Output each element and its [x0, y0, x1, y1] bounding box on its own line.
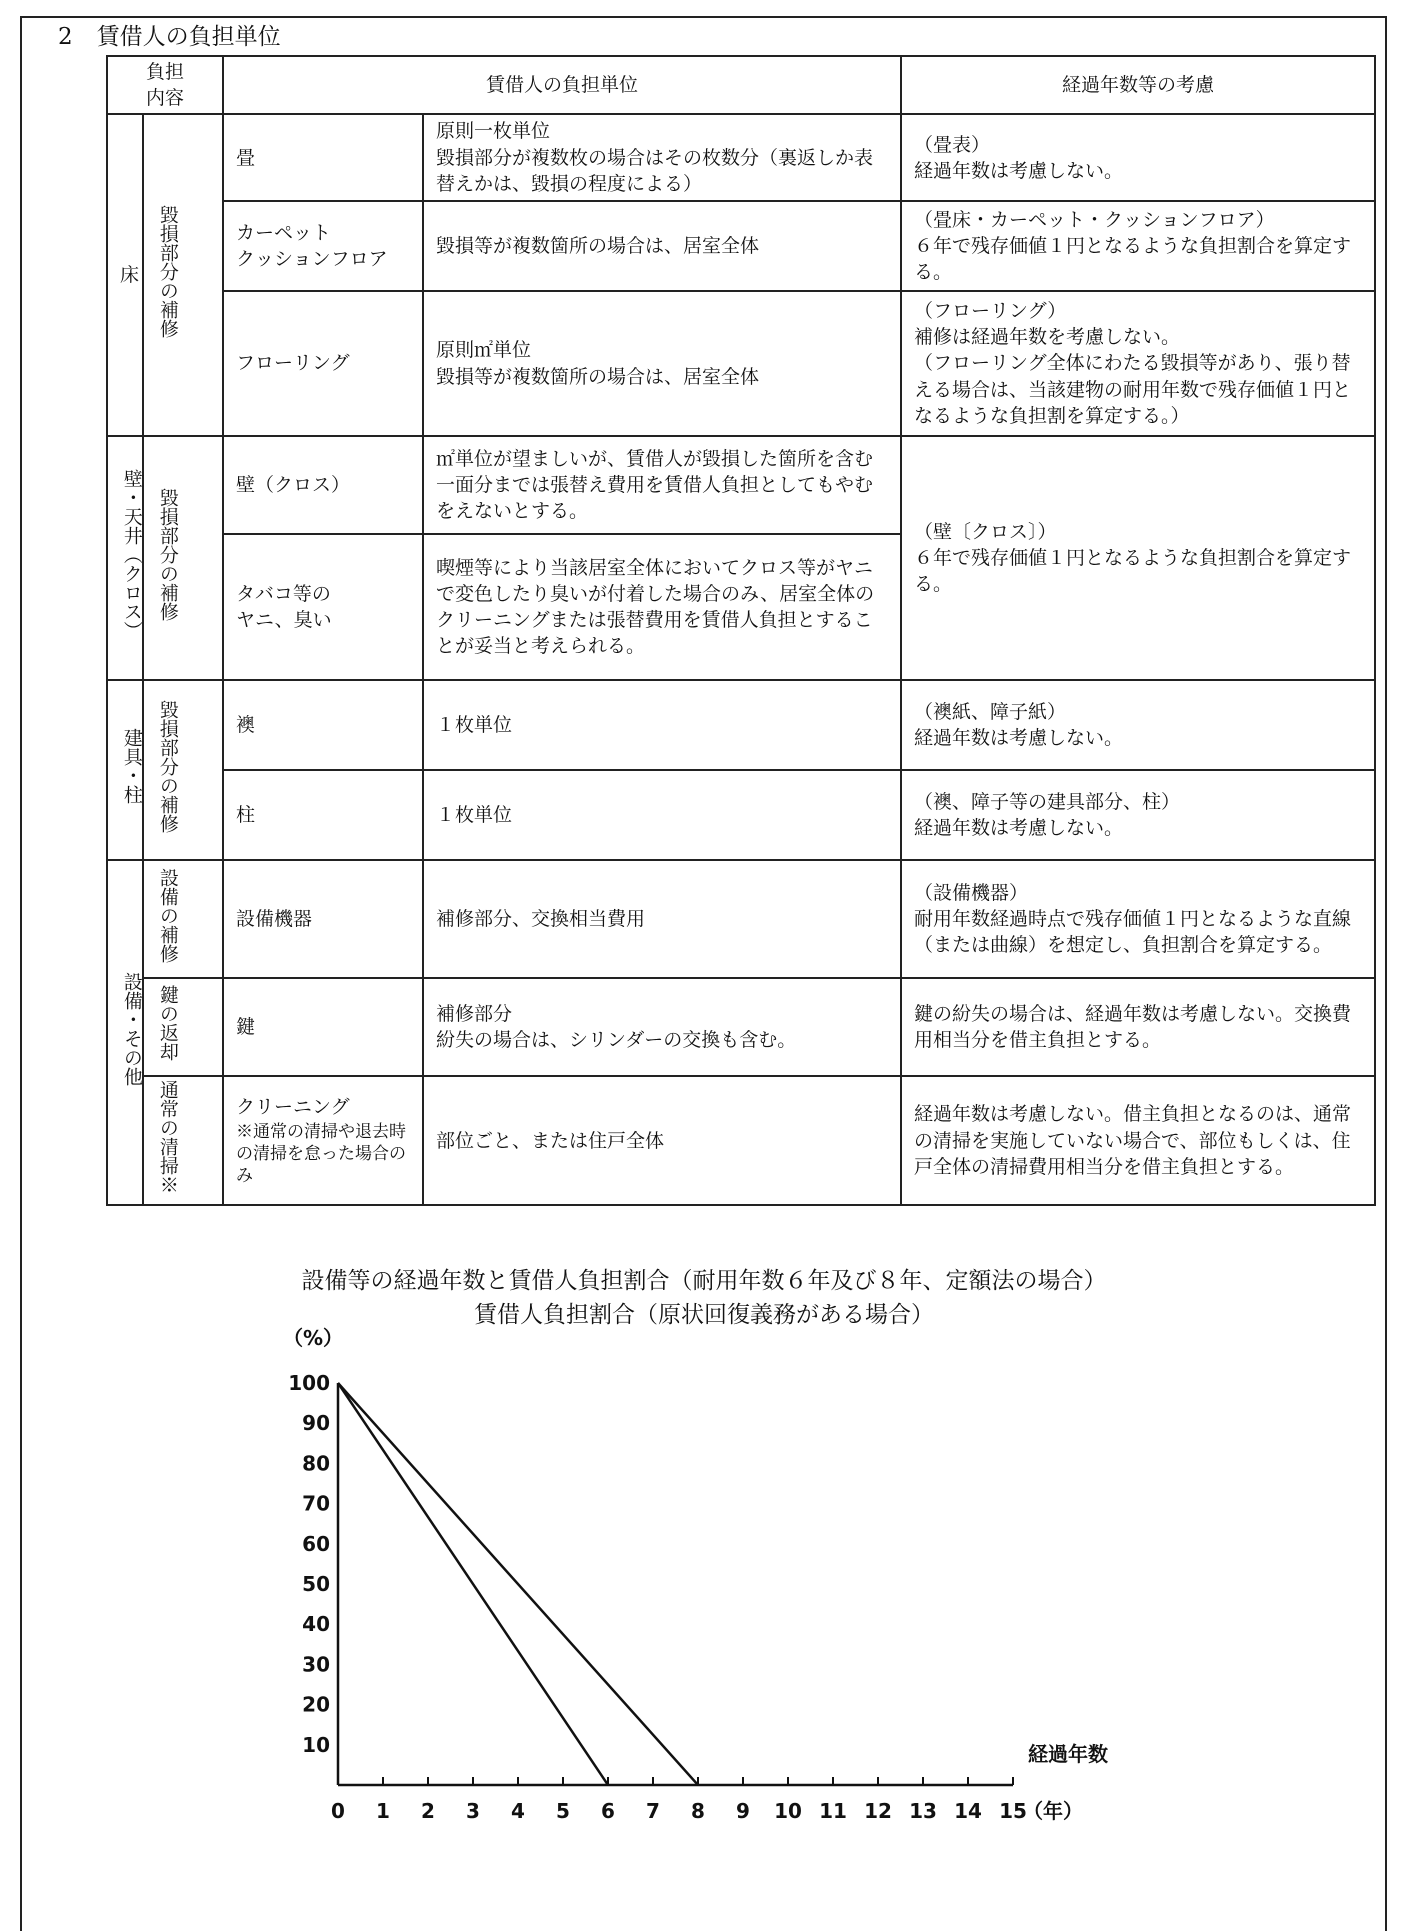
x-tick-label: 0: [331, 1799, 345, 1823]
unit-key: 補修部分 紛失の場合は、シリンダーの交換も含む。: [423, 978, 901, 1076]
y-tick-label: 60: [302, 1531, 330, 1556]
age-flooring: （フローリング） 補修は経過年数を考慮しない。 （フローリング全体にわたる毀損等があり、張り替える場合は、当該建物の耐用年数で残存価値１円となるような負担割を算定する。）: [901, 291, 1375, 436]
x-tick-label: 10: [774, 1799, 802, 1823]
x-axis-label: 経過年数: [1028, 1742, 1108, 1766]
unit-carpet: 毀損等が複数箇所の場合は、居室全体: [423, 201, 901, 291]
x-tick-label: 9: [736, 1799, 750, 1823]
x-tick-label: 1: [376, 1799, 390, 1823]
item-pillar: 柱: [223, 770, 423, 860]
subcategory-key: 鍵の返却: [143, 978, 223, 1076]
category-fittings: 建具・柱: [107, 680, 143, 860]
subcategory-fittings: 毀損部分の補修: [143, 680, 223, 860]
item-equip: 設備機器: [223, 860, 423, 978]
age-tatami: （畳表） 経過年数は考慮しない。: [901, 114, 1375, 201]
y-tick-label: 10: [302, 1732, 330, 1757]
chart-subtitle: 賃借人負担割合（原状回復義務がある場合）: [474, 1302, 934, 1328]
x-tick-label: 5: [556, 1799, 570, 1823]
y-tick-label: 90: [302, 1411, 330, 1436]
unit-cloth: ㎡単位が望ましいが、賃借人が毀損した箇所を含む一面分までは張替え費用を賃借人負担としてもやむをえないとする。: [423, 436, 901, 534]
item-key: 鍵: [223, 978, 423, 1076]
item-clean-label: クリーニング: [236, 1096, 350, 1119]
x-tick-label: 6: [601, 1799, 615, 1823]
section-number: 2: [58, 24, 73, 50]
header-unit: 賃借人の負担単位: [223, 56, 901, 114]
category-wall: 壁・天井（クロス）: [107, 436, 143, 680]
unit-flooring: 原則㎡単位 毀損等が複数箇所の場合は、居室全体: [423, 291, 901, 436]
section-title: 賃借人の負担単位: [96, 24, 281, 50]
unit-pillar: １枚単位: [423, 770, 901, 860]
y-tick-label: 30: [302, 1652, 330, 1677]
subcategory-clean: 通常の清掃※: [143, 1076, 223, 1205]
age-equip: （設備機器） 耐用年数経過時点で残存価値１円となるような直線（または曲線）を想定し、負担割合を算定する。: [901, 860, 1375, 978]
x-tick-label: 4: [511, 1799, 525, 1823]
y-tick-label: 80: [302, 1451, 330, 1476]
x-axis-unit: （年）: [1023, 1799, 1083, 1823]
y-tick-label: 100: [288, 1371, 330, 1395]
subcategory-wall: 毀損部分の補修: [143, 436, 223, 680]
item-clean-note: ※通常の清掃や退去時の清掃を怠った場合のみ: [236, 1121, 407, 1186]
item-fusuma: 襖: [223, 680, 423, 770]
header-content: 負担 内容: [107, 56, 223, 114]
item-tatami: 畳: [223, 114, 423, 201]
x-tick-label: 3: [466, 1799, 480, 1823]
item-tobacco: タバコ等の ヤニ、臭い: [223, 534, 423, 680]
unit-tobacco: 喫煙等により当該居室全体においてクロス等がヤニで変色したり臭いが付着した場合のみ、居室全体のクリーニングまたは張替費用を賃借人負担とすることが妥当と考えられる。: [423, 534, 901, 680]
y-tick-label: 40: [302, 1612, 330, 1637]
x-tick-label: 14: [954, 1799, 982, 1823]
x-tick-label: 8: [691, 1799, 705, 1823]
x-tick-label: 12: [864, 1799, 892, 1823]
subcategory-equipment: 設備の補修: [143, 860, 223, 978]
x-tick-label: 7: [646, 1799, 660, 1823]
chart-title: 設備等の経過年数と賃借人負担割合（耐用年数６年及び８年、定額法の場合）: [301, 1268, 1107, 1294]
x-tick-label: 2: [421, 1799, 435, 1823]
unit-fusuma: １枚単位: [423, 680, 901, 770]
y-tick-label: 20: [302, 1692, 330, 1717]
x-tick-label: 11: [819, 1799, 847, 1823]
series-line-1: [338, 1383, 608, 1785]
subcategory-floor: 毀損部分の補修: [143, 114, 223, 436]
age-carpet: （畳床・カーペット・クッションフロア） ６年で残存価値１円となるような負担割合を算定する。: [901, 201, 1375, 291]
category-equipment: 設備・その他: [107, 860, 143, 1205]
x-tick-label: 13: [909, 1799, 937, 1823]
item-cloth: 壁（クロス）: [223, 436, 423, 534]
unit-tatami: 原則一枚単位 毀損部分が複数枚の場合はその枚数分（裏返しか表替えかは、毀損の程度による）: [423, 114, 901, 201]
y-axis-label: （%）: [283, 1326, 344, 1350]
age-wall: （壁〔クロス〕） ６年で残存価値１円となるような負担割合を算定する。: [901, 436, 1375, 680]
unit-clean: 部位ごと、または住戸全体: [423, 1076, 901, 1205]
unit-equip: 補修部分、交換相当費用: [423, 860, 901, 978]
age-pillar: （襖、障子等の建具部分、柱） 経過年数は考慮しない。: [901, 770, 1375, 860]
y-tick-label: 50: [302, 1572, 330, 1596]
x-tick-label: 15: [999, 1799, 1027, 1823]
series-line-2: [338, 1383, 698, 1785]
age-key: 鍵の紛失の場合は、経過年数は考慮しない。交換費用相当分を借主負担とする。: [901, 978, 1375, 1076]
item-flooring: フローリング: [223, 291, 423, 436]
category-floor: 床: [107, 114, 143, 436]
age-fusuma: （襖紙、障子紙） 経過年数は考慮しない。: [901, 680, 1375, 770]
header-age: 経過年数等の考慮: [901, 56, 1375, 114]
age-clean: 経過年数は考慮しない。借主負担となるのは、通常の清掃を実施していない場合で、部位もしくは、住戸全体の清掃費用相当分を借主負担とする。: [901, 1076, 1375, 1205]
item-carpet: カーペット クッションフロア: [223, 201, 423, 291]
y-tick-label: 70: [302, 1491, 330, 1516]
